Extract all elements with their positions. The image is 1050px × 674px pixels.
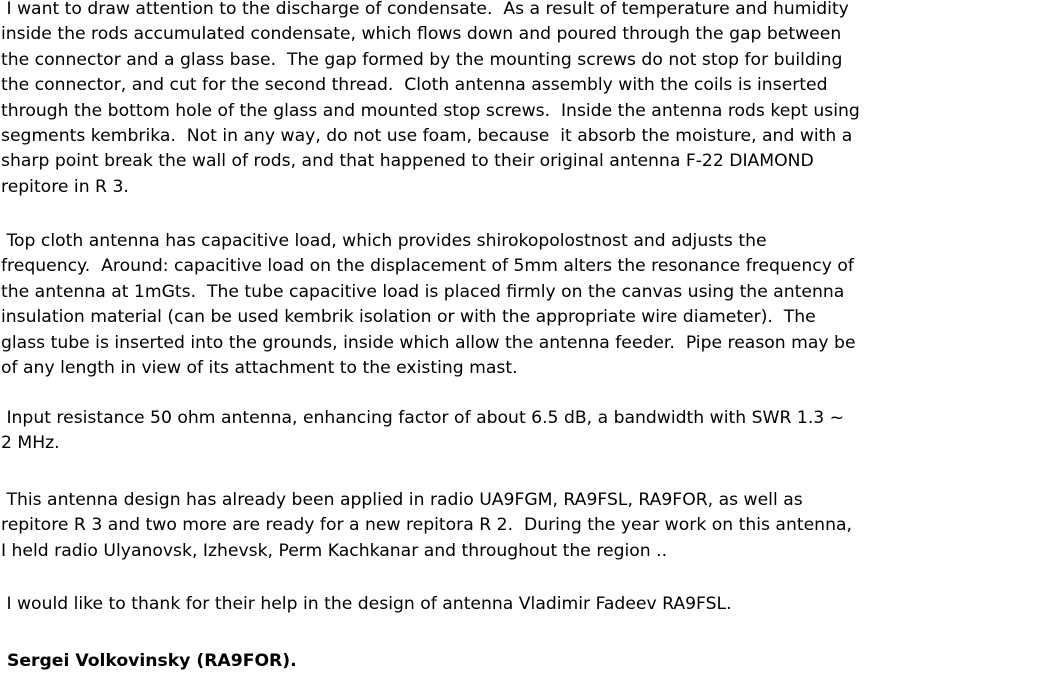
text-line: 2 MHz. [1,433,60,454]
text-line: inside the rods accumulated condensate, which flows down and poured through the gap between [1,24,842,45]
text-line: Input resistance 50 ohm antenna, enhancing factor of about 6.5 dB, a bandwidth with SWR 1.3 ~ [1,408,845,428]
text-line: of any length in view of its attachment to the existing mast. [1,358,518,379]
text-line: sharp point break the wall of rods, and that happened to their original antenna F-22 DIAMOND [1,151,814,172]
text-line: segments kembrika. Not in any way, do not use foam, because it absorb the moisture, and with a [1,126,853,147]
text-line: I would like to thank for their help in the design of antenna Vladimir Fadeev RA9FSL. [1,594,732,614]
paragraph-thanks [1,592,732,617]
text-line: I want to draw attention to the discharge of condensate. As a result of temperature and humidity [1,0,849,19]
text-line: the antenna at 1mGts. The tube capacitive load is placed firmly on the canvas using the antenna [1,281,845,302]
text-line: repitore in R 3. [1,176,129,197]
signature [1,649,297,674]
text-line: This antenna design has already been applied in radio UA9FGM, RA9FSL, RA9FOR, as well as [1,490,803,510]
paragraph-applications [1,488,852,564]
text-line: I held radio Ulyanovsk, Izhevsk, Perm Kachkanar and throughout the region .. [1,540,668,561]
text-line: the connector, and cut for the second thread. Cloth antenna assembly with the coils is inserted [1,75,828,96]
text-line: frequency. Around: capacitive load on the displacement of 5mm alters the resonance frequency of [1,256,854,277]
text-line: Top cloth antenna has capacitive load, which provides shirokopolostnost and adjusts the [1,231,767,251]
paragraph-capacitive-load [1,229,856,381]
text-line: insulation material (can be used kembrik isolation or with the appropriate wire diameter). The [1,307,816,328]
text-line: glass tube is inserted into the grounds, inside which allow the antenna feeder. Pipe reason may be [1,332,856,353]
text-line: through the bottom hole of the glass and mounted stop screws. Inside the antenna rods kept using [1,100,860,121]
paragraph-specs [1,406,844,457]
text-line: repitore R 3 and two more are ready for a new repitora R 2. During the year work on this antenna, [1,515,852,536]
author-name: Sergei Volkovinsky (RA9FOR). [1,651,297,671]
paragraph-condensate [1,0,860,200]
text-line: the connector and a glass base. The gap formed by the mounting screws do not stop for building [1,49,843,70]
